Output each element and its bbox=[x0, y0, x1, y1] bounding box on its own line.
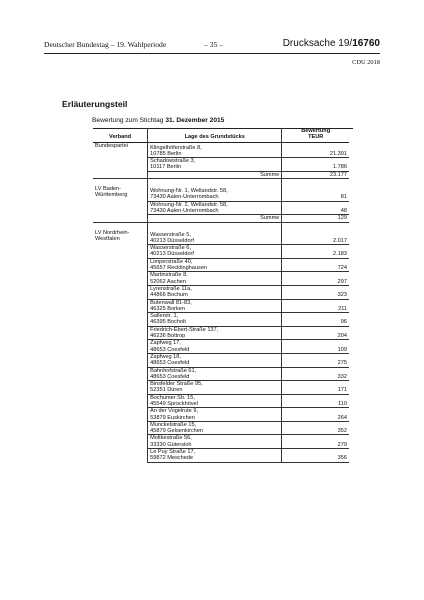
location-city: 48653 Coesfeld bbox=[150, 360, 190, 367]
sum-empty-cell bbox=[93, 171, 148, 178]
location-cell bbox=[148, 340, 282, 354]
location-city: 48653 Coesfeld bbox=[150, 373, 190, 380]
property-row bbox=[93, 340, 349, 354]
sum-row bbox=[93, 215, 349, 222]
property-row bbox=[93, 158, 349, 172]
group-spacer-row bbox=[93, 179, 349, 187]
location-cell bbox=[148, 142, 282, 158]
header-party-report: CDU 2018 bbox=[352, 59, 380, 66]
sum-value-cell: 23.177 bbox=[282, 171, 349, 178]
property-row bbox=[93, 285, 349, 299]
valuation-cell: 211 bbox=[282, 299, 349, 313]
location-city: 73430 Aalen-Unterrombach bbox=[150, 207, 219, 214]
property-row bbox=[93, 201, 349, 215]
sum-row bbox=[93, 171, 349, 178]
location-street: Munckelstraße 15, bbox=[150, 421, 197, 428]
col-header-lage: Lage des Grundstücks bbox=[148, 128, 282, 142]
header-drucksache-prefix: Drucksache 19/ bbox=[282, 38, 353, 49]
header-rule bbox=[44, 53, 380, 54]
valuation-cell: 110 bbox=[282, 394, 349, 408]
verband-cell bbox=[93, 258, 148, 272]
verband-cell bbox=[93, 394, 148, 408]
property-row bbox=[93, 258, 349, 272]
location-cell bbox=[148, 367, 282, 381]
valuation-date-prefix: Bewertung zum Stichtag bbox=[92, 117, 164, 124]
location-cell bbox=[148, 435, 282, 449]
verband-cell bbox=[93, 381, 148, 395]
property-row bbox=[93, 245, 349, 259]
verband-cell bbox=[93, 408, 148, 422]
valuation-cell: 323 bbox=[282, 285, 349, 299]
location-city: 45657 Recklinghausen bbox=[150, 265, 208, 272]
verband-cell bbox=[93, 201, 148, 215]
verband-cell bbox=[93, 449, 148, 463]
location-city: 73430 Aalen-Unterrombach bbox=[150, 194, 219, 201]
spacer-cell bbox=[93, 222, 148, 230]
spacer-cell bbox=[148, 179, 282, 187]
location-cell bbox=[148, 186, 282, 201]
location-street: Binsfelder Straße 95, bbox=[150, 381, 203, 388]
verband-name-line2: Württemberg bbox=[95, 192, 128, 199]
spacer-cell bbox=[148, 222, 282, 230]
property-row bbox=[93, 299, 349, 313]
sum-label-cell: Summe bbox=[148, 171, 282, 178]
location-city: 44866 Bochum bbox=[150, 292, 188, 299]
location-street: Martinstraße 8, bbox=[150, 272, 188, 279]
location-city: 40213 Düsseldorf bbox=[150, 251, 194, 258]
valuation-cell: 109 bbox=[282, 340, 349, 354]
location-city: 33330 Gütersloh bbox=[150, 441, 192, 448]
spacer-cell bbox=[282, 179, 349, 187]
location-street: Bochumer Str. 15, bbox=[150, 394, 195, 401]
header-document-number bbox=[283, 38, 380, 49]
location-cell bbox=[148, 285, 282, 299]
sum-value-cell: 129 bbox=[282, 215, 349, 222]
location-street: Wasserstraße 6, bbox=[150, 245, 191, 252]
location-street: Wasserstraße 5, bbox=[150, 231, 191, 238]
valuation-cell: 96 bbox=[282, 313, 349, 327]
valuation-cell: 332 bbox=[282, 367, 349, 381]
location-city: 45549 Sprockhövel bbox=[150, 400, 199, 407]
col-header-bewertung: Bewertung TEUR bbox=[282, 128, 349, 142]
location-cell bbox=[148, 258, 282, 272]
verband-name-line1: LV Baden- bbox=[95, 186, 122, 193]
valuation-cell: 2.183 bbox=[282, 245, 349, 259]
location-city: 52351 Düren bbox=[150, 387, 183, 394]
property-row bbox=[93, 142, 349, 158]
verband-cell bbox=[93, 245, 148, 259]
valuation-cell: 2.017 bbox=[282, 230, 349, 245]
header-drucksache-number: 16760 bbox=[352, 38, 380, 49]
location-cell bbox=[148, 158, 282, 172]
verband-cell bbox=[93, 353, 148, 367]
verband-cell bbox=[93, 421, 148, 435]
location-cell bbox=[148, 408, 282, 422]
valuation-cell: 724 bbox=[282, 258, 349, 272]
location-cell bbox=[148, 421, 282, 435]
header-parliament: Deutscher Bundestag – 19. Wahlperiode bbox=[44, 40, 167, 49]
table-header-row bbox=[93, 128, 349, 142]
sum-empty-cell bbox=[93, 215, 148, 222]
property-row bbox=[93, 381, 349, 395]
location-street: Bahnhofstraße 61, bbox=[150, 367, 197, 374]
location-street: Butenwall 81-83, bbox=[150, 299, 192, 306]
location-city: 59872 Meschede bbox=[150, 455, 194, 462]
verband-cell bbox=[93, 186, 148, 201]
location-cell bbox=[148, 201, 282, 215]
property-row bbox=[93, 408, 349, 422]
verband-cell bbox=[93, 435, 148, 449]
location-cell bbox=[148, 353, 282, 367]
location-cell bbox=[148, 272, 282, 286]
verband-cell bbox=[93, 340, 148, 354]
property-row bbox=[93, 313, 349, 327]
valuation-cell: 21.391 bbox=[282, 142, 349, 158]
property-row bbox=[93, 230, 349, 245]
verband-cell bbox=[93, 142, 148, 158]
spacer-cell bbox=[93, 179, 148, 187]
property-row bbox=[93, 449, 349, 463]
location-cell bbox=[148, 245, 282, 259]
valuation-date-line bbox=[92, 117, 224, 124]
valuation-date: 31. Dezember 2015 bbox=[165, 117, 225, 124]
location-cell bbox=[148, 313, 282, 327]
location-street: Wohnung-Nr. 1, Wellandstr. 58, bbox=[150, 188, 228, 195]
location-street: Friedrich-Ebert-Straße 137, bbox=[150, 326, 219, 333]
location-cell bbox=[148, 449, 282, 463]
group-spacer-row bbox=[93, 222, 349, 230]
valuation-cell: 81 bbox=[282, 186, 349, 201]
valuation-cell: 275 bbox=[282, 353, 349, 367]
verband-cell bbox=[93, 230, 148, 245]
property-row bbox=[93, 353, 349, 367]
location-street: Limperstraße 40, bbox=[150, 258, 193, 265]
location-cell bbox=[148, 326, 282, 340]
location-city: 45879 Gelsenkirchen bbox=[150, 428, 203, 435]
valuation-cell: 356 bbox=[282, 449, 349, 463]
verband-cell bbox=[93, 326, 148, 340]
location-street: Zapfweg 17, bbox=[150, 340, 181, 347]
verband-cell bbox=[93, 299, 148, 313]
valuation-cell: 204 bbox=[282, 326, 349, 340]
table-body bbox=[93, 142, 349, 462]
verband-cell bbox=[93, 158, 148, 172]
location-street: Zapfweg 18, bbox=[150, 353, 181, 360]
property-row bbox=[93, 326, 349, 340]
location-city: 52062 Aachen bbox=[150, 278, 186, 285]
location-city: 10785 Berlin bbox=[150, 150, 182, 157]
section-title: Erläuterungsteil bbox=[62, 99, 128, 109]
verband-name-line1: LV Nordrhein- bbox=[95, 229, 130, 236]
location-street: Klingelhöferstraße 8, bbox=[150, 144, 202, 151]
valuation-cell: 352 bbox=[282, 421, 349, 435]
location-city: 10117 Berlin bbox=[150, 164, 182, 171]
valuation-cell: 1.786 bbox=[282, 158, 349, 172]
location-city: 46325 Borken bbox=[150, 305, 185, 312]
valuation-cell: 279 bbox=[282, 435, 349, 449]
property-table bbox=[93, 128, 349, 463]
valuation-cell: 264 bbox=[282, 408, 349, 422]
sum-label-cell: Summe bbox=[148, 215, 282, 222]
verband-cell bbox=[93, 272, 148, 286]
location-street: Sallerstr. 1, bbox=[150, 313, 179, 320]
verband-name-line1: Bundespartei bbox=[95, 142, 128, 149]
valuation-cell: 297 bbox=[282, 272, 349, 286]
location-street: An der Vogelrute 9, bbox=[150, 408, 199, 415]
verband-cell bbox=[93, 313, 148, 327]
valuation-cell: 48 bbox=[282, 201, 349, 215]
valuation-cell: 171 bbox=[282, 381, 349, 395]
spacer-cell bbox=[282, 222, 349, 230]
location-street: Schadowstraße 3, bbox=[150, 158, 196, 165]
property-row bbox=[93, 394, 349, 408]
location-cell bbox=[148, 230, 282, 245]
location-city: 46236 Bottrop bbox=[150, 333, 186, 340]
property-row bbox=[93, 367, 349, 381]
verband-cell bbox=[93, 285, 148, 299]
location-city: 48653 Coesfeld bbox=[150, 346, 190, 353]
location-cell bbox=[148, 381, 282, 395]
location-cell bbox=[148, 299, 282, 313]
property-row bbox=[93, 272, 349, 286]
header-page-number: – 35 – bbox=[204, 40, 223, 49]
verband-name-line2: Westfalen bbox=[95, 235, 120, 242]
property-row bbox=[93, 435, 349, 449]
location-city: 40213 Düsseldorf bbox=[150, 237, 194, 244]
property-row bbox=[93, 186, 349, 201]
property-row bbox=[93, 421, 349, 435]
location-city: 46395 Bocholt bbox=[150, 319, 186, 326]
location-cell bbox=[148, 394, 282, 408]
page-header bbox=[44, 40, 380, 54]
location-street: Le Puy Straße 17, bbox=[150, 449, 196, 456]
location-street: Moltkestraße 56, bbox=[150, 435, 192, 442]
location-street: Wohnung-Nr. 2, Wellandstr. 58, bbox=[150, 201, 228, 208]
col-header-verband: Verband bbox=[93, 128, 148, 142]
location-street: Lyrenstraße 11a, bbox=[150, 285, 192, 292]
location-city: 53879 Euskirchen bbox=[150, 414, 195, 421]
verband-cell bbox=[93, 367, 148, 381]
